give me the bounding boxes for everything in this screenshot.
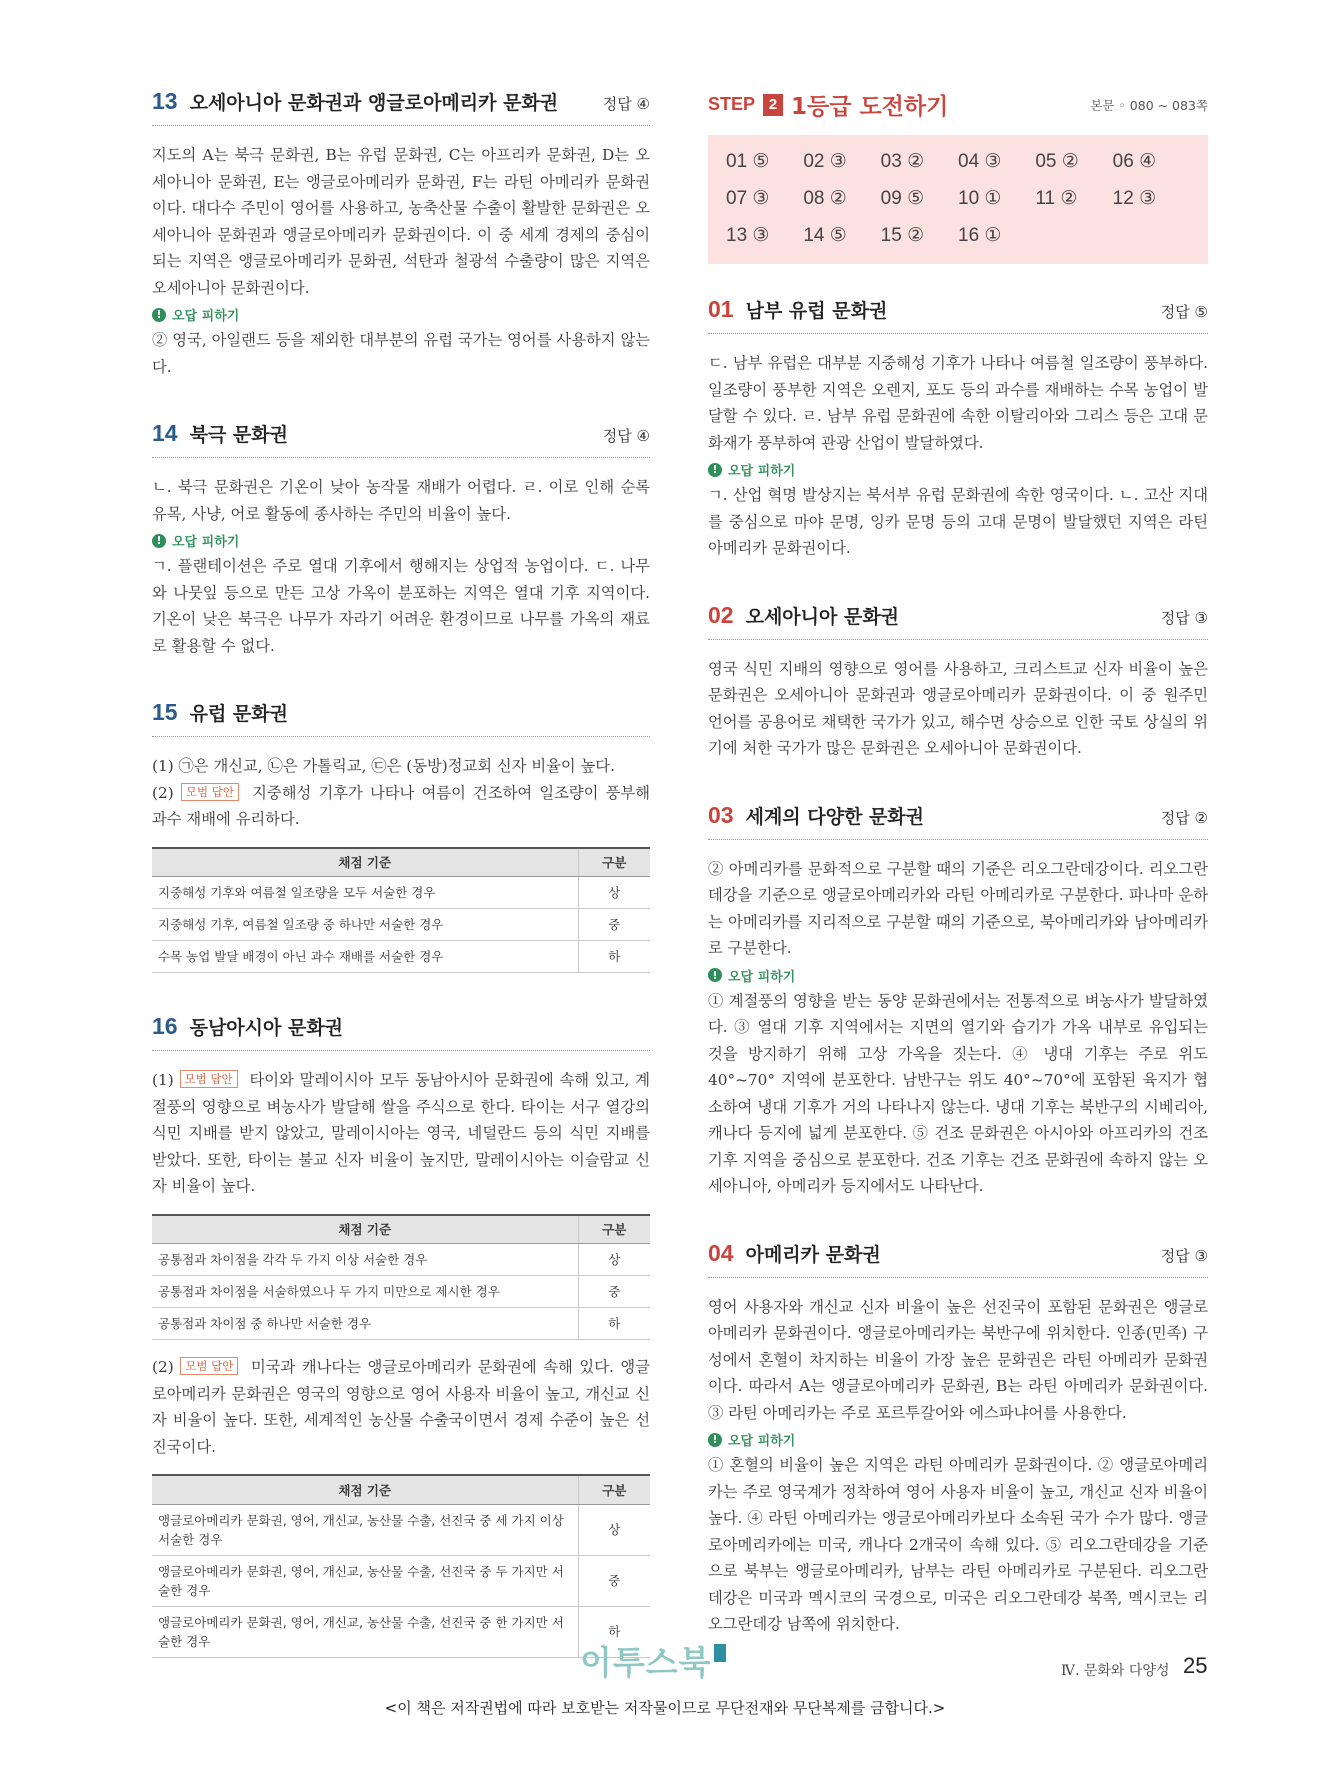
grade-header: 구분 [578,1475,650,1504]
answer-key-item: 15 ② [880,225,925,246]
grading-table [152,1474,650,1658]
section-header [152,420,650,458]
table-row [152,1504,650,1555]
section-title-text: 남부 유럽 문화권 [745,300,888,322]
chapter-label: Ⅳ. 문화와 다양성 [1061,1663,1170,1679]
answer-key-item: 07 ③ [726,188,770,209]
grade-header: 구분 [578,848,650,877]
copyright-notice: <이 책은 저작권법에 따라 보호받는 저작물이므로 무단전재와 무단복제를 금합니다.> [384,1699,946,1717]
explanation-text: ㄷ. 남부 유럽은 대부분 지중해성 기후가 나타나 여름철 일조량이 풍부하다. 일조량이 풍부한 지역은 오렌지, 포도 등의 과수를 재배하는 수목 농업이 발달할 수 있다. ㄹ. 남부 유럽 문화권에 속한 이탈리아와 그리스 등은 고대 문화재가 풍부하여 관광 산업이 발달하였다. [708,354,1208,452]
table-row [152,941,650,973]
exclamation-icon: ! [708,1433,722,1447]
section-number: 02 [708,601,734,628]
section-title-text: 아메리카 문화권 [745,1243,881,1266]
answer-label: 정답 ③ [1160,608,1208,627]
wrong-answer-text: ㄱ. 산업 혁명 발상지는 북서부 유럽 문화권에 속한 영국이다. ㄴ. 고산 지대를 중심으로 마야 문명, 잉카 문명 등의 고대 문명이 발달했던 지역은 라틴 아메리카 문화권이다. [708,486,1208,557]
section-title [708,1240,881,1267]
answer-key-item: 14 ⑤ [803,225,847,246]
section-header [152,1013,650,1051]
section-02 [708,602,1208,762]
answer-label: 정답 ④ [602,427,650,445]
grade-cell: 하 [578,1308,650,1340]
answer-key-item: 11 ② [1035,188,1078,209]
step-number: 2 [763,94,783,116]
table-row [152,1276,650,1308]
wrong-answer-heading [708,460,1208,479]
grade-cell: 중 [578,909,650,941]
grade-cell: 상 [578,1504,650,1555]
step-label [708,88,948,121]
answer-key-grid [708,135,1208,264]
grade-cell: 하 [578,1606,650,1657]
section-title [152,699,288,726]
explanation-text: ㄴ. 북극 문화권은 기온이 낮아 농작물 재배가 어렵다. ㄹ. 이로 인해 순록 유목, 사냥, 어로 활동에 종사하는 주민의 비율이 높다. [152,478,650,523]
part-prefix: (2) [152,1358,174,1376]
exclamation-icon: ! [708,968,722,982]
section-13 [152,88,650,380]
section-title-text: 오세아니아 문화권 [745,605,900,628]
answer-key-item: 05 ② [1035,151,1079,172]
criteria-cell: 공통점과 차이점 중 하나만 서술한 경우 [152,1308,578,1340]
grade-header: 구분 [578,1215,650,1244]
answer-key-item: 02 ③ [803,151,847,172]
section-14 [152,420,650,659]
part-prefix: (1) [152,1071,174,1089]
wrong-answer-label: 오답 피하기 [728,464,796,479]
grade-cell: 하 [578,941,650,973]
criteria-cell: 공통점과 차이점을 각각 두 가지 이상 서술한 경우 [152,1244,578,1276]
criteria-header: 채점 기준 [152,1215,578,1244]
answer-part-2 [152,1354,650,1460]
wrong-answer-label: 오답 피하기 [728,969,796,985]
section-title-text: 세계의 다양한 문화권 [745,805,925,828]
answer-label: 정답 ② [1160,808,1208,827]
answer-key-item: 03 ② [880,151,925,172]
page-number: 25 [1183,1653,1208,1678]
wrong-answer-label: 오답 피하기 [172,309,240,324]
answer-key-item: 06 ④ [1112,151,1157,172]
left-column [152,88,650,1698]
wrong-answer-text: ① 계절풍의 영향을 받는 동양 문화권에서는 전통적으로 벼농사가 발달하였다. ③ 열대 기후 지역에서는 지면의 열기와 습기가 가옥 내부로 유입되는 것을 방지하기 위해 고상 가옥을 짓는다. ④ 냉대 기후는 주로 위도 40°~70° 지역에 분포한다. 남반구는 위도 40°~70°에 포함된 육지가 협소하여 냉대 기후가 거의 나타나지 않는다. 냉대 기후는 북반구의 시베리아, 캐나다 등지에 넓게 분포한다. ⑤ 건조 문화권은 아시아와 아프리카의 건조 기후 지역을 중심으로 분포한다. 건조 기후는 건조 문화권에 속하지 않는 오세아니아, 아메리카 등지에서도 나타난다. [708,991,1208,1195]
section-header [152,88,650,126]
wrong-answer-label: 오답 피하기 [172,535,240,550]
right-column [708,88,1208,1678]
grade-cell: 상 [578,877,650,909]
wrong-answer-heading [152,305,650,324]
grade-cell: 중 [578,1555,650,1606]
criteria-cell: 지중해성 기후, 여름철 일조량 중 하나만 서술한 경우 [152,909,578,941]
table-row [152,909,650,941]
criteria-cell: 지중해성 기후와 여름철 일조량을 모두 서술한 경우 [152,877,578,909]
explanation-text: 지도의 A는 북극 문화권, B는 유럽 문화권, C는 아프리카 문화권, D는 오세아니아 문화권, E는 앵글로아메리카 문화권, F는 라틴 아메리카 문화권이다. 대다수 주민이 영어를 사용하고, 농축산물 수출이 활발한 문화권은 오세아니아 문화권과 앵글로아메리카 문화권이다. 이 중 세계 경제의 중심이 되는 지역은 앵글로아메리카 문화권, 석탄과 철광석 수출량이 많은 지역은 오세아니아 문화권이다. [152,146,650,297]
answer-key-item: 04 ③ [958,151,1002,172]
answer-key-item: 12 ③ [1112,188,1157,209]
wrong-answer-heading [708,966,1208,985]
page-reference: 본문 ◦ 080 ~ 083쪽 [1090,97,1208,113]
publisher-logo [580,1637,726,1684]
section-number: 14 [152,420,178,446]
section-title-text: 유럽 문화권 [189,703,288,725]
table-row [152,1244,650,1276]
answer-key-item: 13 ③ [726,225,770,246]
section-title [708,296,887,323]
explanation-text: ② 아메리카를 문화적으로 구분할 때의 기준은 리오그란데강이다. 리오그란데강을 기준으로 앵글로아메리카와 라틴 아메리카로 구분한다. 파나마 운하는 아메리카를 지리적으로 구분할 때의 기준으로, 북아메리카와 남아메리카로 구분한다. [708,859,1208,957]
grading-table [152,1214,650,1341]
section-header [152,699,650,737]
answer-part-2 [152,780,650,833]
criteria-cell: 앵글로아메리카 문화권, 영어, 개신교, 농산물 수출, 선진국 중 한 가지만 서술한 경우 [152,1606,578,1657]
model-answer-text: 미국과 캐나다는 앵글로아메리카 문화권에 속해 있다. 앵글로아메리카 문화권은 영국의 영향으로 영어 사용자 비율이 높고, 개신교 신자 비율이 높다. 또한, 세계적인 농산물 수출국이면서 경제 수준이 높은 선진국이다. [152,1358,650,1456]
section-number: 13 [152,88,178,114]
section-title-text: 동남아시아 문화권 [189,1017,344,1039]
table-row [152,1308,650,1340]
answer-key-item: 10 ① [958,188,1002,209]
section-title [708,602,899,629]
section-number: 15 [152,699,178,725]
section-title-text: 북극 문화권 [189,424,288,446]
criteria-cell: 수목 농업 발달 배경이 아닌 과수 재배를 서술한 경우 [152,941,578,973]
section-01 [708,296,1208,562]
section-15 [152,699,650,973]
section-title [708,802,924,829]
criteria-cell: 앵글로아메리카 문화권, 영어, 개신교, 농산물 수출, 선진국 중 세 가지 이상 서술한 경우 [152,1504,578,1555]
wrong-answer-heading [152,531,650,550]
exclamation-icon: ! [152,534,166,548]
criteria-header: 채점 기준 [152,848,578,877]
section-header [708,602,1208,640]
section-number: 03 [708,801,734,828]
section-title [152,1013,343,1040]
section-title [152,88,558,115]
section-title [152,420,288,447]
explanation-text: 영어 사용자와 개신교 신자 비율이 높은 선진국이 포함된 문화권은 앵글로아메리카 문화권이다. 앵글로아메리카는 북반구에 위치한다. 인종(민족) 구성에서 혼혈이 차지하는 비율이 가장 높은 문화권은 라틴 아메리카 문화권이다. 따라서 A는 앵글로아메리카 문화권, B는 라틴 아메리카 문화권이다. ③ 라틴 아메리카는 주로 포르투갈어와 에스파냐어를 사용한다. [708,1297,1208,1422]
answer-part-1 [152,1067,650,1200]
publisher-logo-text: 이투스북 [580,1643,712,1682]
step-word: STEP [708,94,756,114]
answer-part-1: (1) ㉠은 개신교, ㉡은 가톨릭교, ㉢은 (동방)정교회 신자 비율이 높다. [152,757,615,775]
wrong-answer-text: ㄱ. 플랜테이션은 주로 열대 기후에서 행해지는 상업적 농업이다. ㄷ. 나무와 나뭇잎 등으로 만든 고상 가옥이 분포하는 지역은 열대 기후 지역이다. 기온이 낮은 북극은 나무가 자라기 어려운 환경이므로 나무를 가옥의 재료로 활용할 수 없다. [152,557,650,655]
table-row [152,1606,650,1657]
section-04 [708,1240,1208,1638]
model-answer-text: 타이와 말레이시아 모두 동남아시아 문화권에 속해 있고, 계절풍의 영향으로 벼농사가 발달해 쌀을 주식으로 한다. 타이는 서구 열강의 식민 지배를 받지 않았고, 말레이시아는 영국, 네덜란드 등의 식민 지배를 받았다. 또한, 타이는 불교 신자 비율이 높지만, 말레이시아는 이슬람교 신자 비율이 높다. [152,1071,650,1195]
wrong-answer-heading [708,1430,1208,1449]
answer-key-item: 08 ② [803,188,847,209]
section-03 [708,802,1208,1200]
section-header [708,802,1208,840]
answer-label: 정답 ④ [602,95,650,113]
answer-key-item: 09 ⑤ [880,188,925,209]
wrong-answer-text: ① 혼혈의 비율이 높은 지역은 라틴 아메리카 문화권이다. ② 앵글로아메리카는 주로 영국계가 정착하여 영어 사용자 비율이 높고, 개신교 신자 비율이 높다. ④ 라틴 아메리카는 앵글로아메리카보다 소속된 국가 수가 많다. 앵글로아메리카에는 미국, 캐나다 2개국이 속해 있다. ⑤ 리오그란데강을 기준으로 북부는 앵글로아메리카, 남부는 라틴 아메리카로 구분된다. 리오그란데강은 미국과 멕시코의 국경으로, 미국은 리오그란데강 북쪽, 멕시코는 리오그란데강 남쪽에 위치한다. [708,1456,1208,1633]
step-header [708,88,1208,121]
explanation-text: 영국 식민 지배의 영향으로 영어를 사용하고, 크리스트교 신자 비율이 높은 문화권은 오세아니아 문화권과 앵글로아메리카 문화권이다. 이 중 원주민 언어를 공용어로 채택한 국가가 있고, 해수면 상승으로 인한 국토 상실의 위기에 처한 국가가 많은 문화권은 오세아니아 문화권이다. [708,659,1208,757]
wrong-answer-text: ② 영국, 아일랜드 등을 제외한 대부분의 유럽 국가는 영어를 사용하지 않는다. [152,331,650,376]
answer-key-item: 16 ① [958,225,1002,246]
model-answer-badge: 모범 답안 [180,1070,238,1088]
section-header [708,1240,1208,1278]
criteria-cell: 공통점과 차이점을 서술하였으나 두 가지 미만으로 제시한 경우 [152,1276,578,1308]
grading-table [152,847,650,974]
model-answer-badge: 모범 답안 [181,783,239,801]
answer-label: 정답 ⑤ [1160,303,1208,321]
wrong-answer-label: 오답 피하기 [728,1434,796,1449]
grade-cell: 중 [578,1276,650,1308]
answer-label: 정답 ③ [1160,1246,1208,1265]
answer-key-item: 01 ⑤ [726,151,770,172]
table-row [152,877,650,909]
model-answer-text: 지중해성 기후가 나타나 여름이 건조하여 일조량이 풍부해 과수 재배에 유리하다. [152,783,650,828]
section-number: 01 [708,296,734,322]
exclamation-icon: ! [708,463,722,477]
grade-cell: 상 [578,1244,650,1276]
model-answer-badge: 모범 답안 [180,1357,238,1375]
section-number: 04 [708,1239,734,1266]
criteria-cell: 앵글로아메리카 문화권, 영어, 개신교, 농산물 수출, 선진국 중 두 가지만 서술한 경우 [152,1555,578,1606]
table-row [152,1555,650,1606]
book-icon [714,1644,726,1662]
criteria-header: 채점 기준 [152,1475,578,1504]
section-title-text: 오세아니아 문화권과 앵글로아메리카 문화권 [189,92,559,114]
section-number: 16 [152,1013,178,1039]
section-header [708,296,1208,334]
exclamation-icon: ! [152,308,166,322]
step-title: 1등급 도전하기 [791,94,949,120]
part-prefix: (2) [152,783,174,802]
section-16 [152,1013,650,1658]
